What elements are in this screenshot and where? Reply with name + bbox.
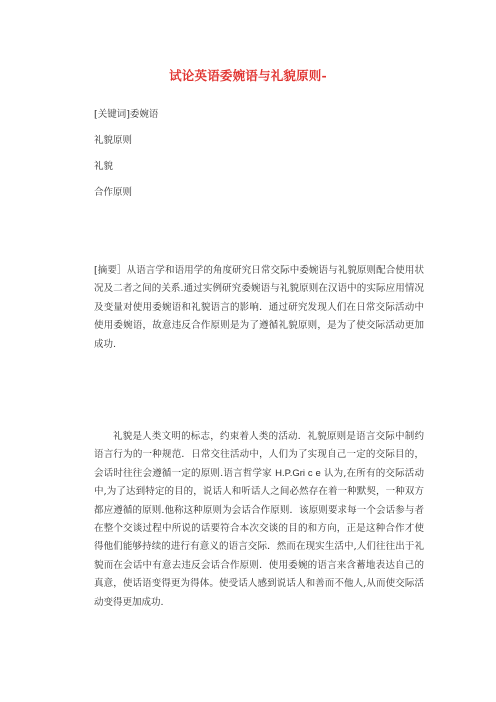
body-paragraph <box>94 428 424 612</box>
keyword-line: [关键词]委婉语 <box>94 109 159 120</box>
abstract-paragraph: [摘要］从语言学和语用学的角度研究日常交际中委婉语与礼貌原则配合使用状况及二者之间的关系.通过实例研究委婉语与礼貌原则在汉语中的实际应用情况及变量对使用委婉语和礼貌语言的影响．通过研究发现人们在日常交际活动中使用委婉语，故意违反合作原则是为了遵循礼貌原则，是为了使交际活动更加成功. <box>94 265 424 350</box>
body-text-part-2: 认为,在所有的交际活动中,为了达到特定的目的，说话人和听话人之间必然存在着一种默契，一种双方都应遵循的原则.他称这种原则为会话合作原则．该原则要求每一个会话参与者在整个交谈过程中所说的话要符合本次交谈的目的和方向，正是这种合作才使得他们能够持续的进行有意义的语言交际．然而在现实生活中,人们往往出于礼貌而在会话中有意去违反会话合作原则．使用委婉的语言来含蓄地表达自己的真意，使话语变得更为得体。使受话人感到说话人和善而不他人,从而使交际活动变得更加成功. <box>94 467 424 608</box>
keyword-line: 合作原则 <box>94 187 133 198</box>
keyword-line: 礼貌原则 <box>94 135 133 146</box>
keywords-list <box>94 110 158 214</box>
author-name: H.P.Gri c e <box>275 467 321 479</box>
document-title: 试论英语委婉语与礼貌原则- <box>169 68 327 83</box>
keyword-line: 礼貌 <box>94 161 114 172</box>
body-text-part-1: 礼貌是人类文明的标志，约束着人类的活动．礼貌原则是语言交际中制约语言行为的一种规范．日常交往活动中，人们为了实现自己一定的交际目的，会话时往往会遵循一定的原则.语言哲学家 <box>94 431 424 479</box>
